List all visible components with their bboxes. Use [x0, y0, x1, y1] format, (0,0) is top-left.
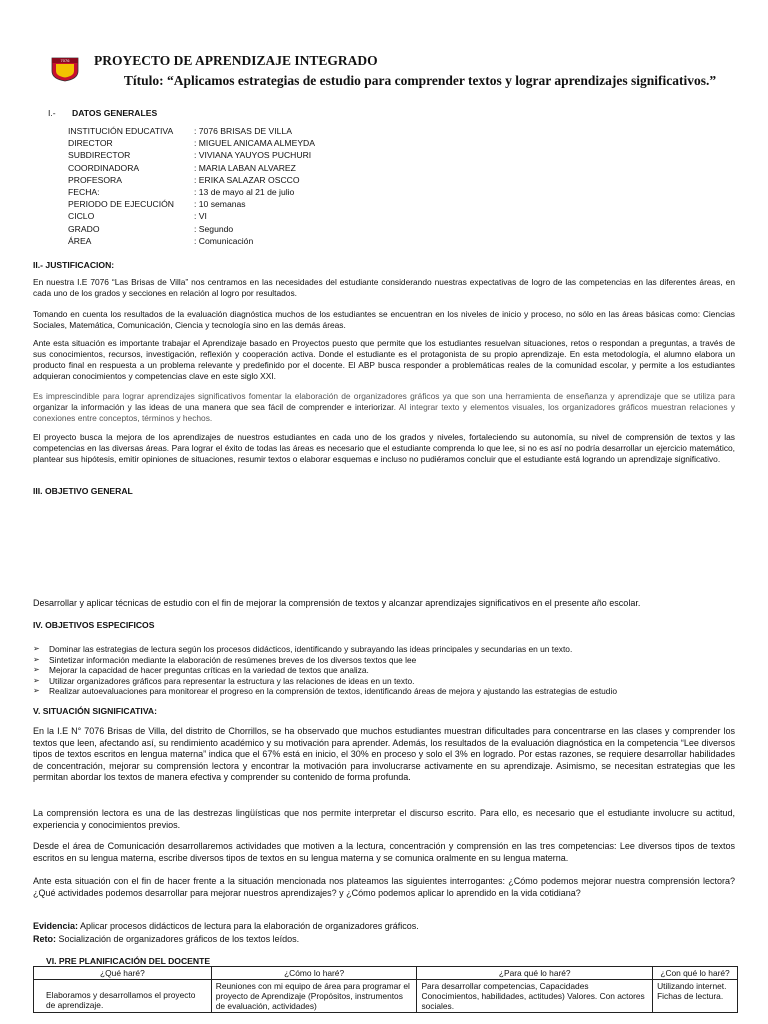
p4-highlight: organizar la información y las ideas de una manera que sea fácil de comprender e interiorizar [33, 402, 394, 412]
section-title: DATOS GENERALES [72, 108, 158, 118]
datos-value: : Segundo [194, 223, 234, 234]
table-cell: Reuniones con mi equipo de área para programar el proyecto de Aprendizaje (Propósitos, instrumentos de evaluación, actividades) [211, 980, 417, 1013]
datos-label: DIRECTOR [68, 138, 113, 149]
table-row [34, 980, 738, 1013]
datos-label: GRADO [68, 223, 100, 234]
justificacion-paragraph-5: El proyecto busca la mejora de los aprendizajes de nuestros estudiantes en cada uno de los grados y niveles, fortaleciendo su autonomía, su nivel de comprensión de textos y las competencias en las diversas áreas. Para lograr el éxito de todas las áreas es necesario que el estudiante comprenda lo que lee, si no es así no podría desarrollar un ejercicio matemático, plantear sus hipótesis, emitir opiniones de situaciones, resumir textos o elaborar esquemas e incluso no pudiéramos concluir que el estudiante está logrando un aprendizaje significativo. [33, 432, 735, 464]
datos-label: INSTITUCIÓN EDUCATIVA [68, 126, 174, 136]
datos-row [68, 235, 315, 247]
p4-part-c: . Al integrar texto y elementos visuales, los organizadores gráficos muestran relaciones y conexiones entre conceptos, términos y hechos. [33, 402, 736, 423]
datos-value: : VIVIANA YAUYOS PUCHURI [194, 150, 312, 161]
datos-row [68, 223, 315, 235]
datos-value: : VI [194, 211, 207, 222]
datos-row [68, 186, 315, 198]
datos-label: PROFESORA [68, 174, 122, 185]
school-crest-logo [50, 56, 80, 82]
datos-value: : Comunicación [194, 235, 254, 246]
datos-label: CICLO [68, 211, 95, 222]
evidencia-label: Evidencia: [33, 921, 79, 931]
justificacion-paragraph-3: Ante esta situación es importante trabajar el Aprendizaje basado en Proyectos puesto que permite que los estudiantes resuelvan situaciones, retos o respondan a preguntas, a través de sus conocimientos, recursos, investigación, reflexión y cooperación activa. Donde el estudiante es el protagonista de su propio aprendizaje. En esta metodología, el alumno elabora un producto final en respuesta a un problema relevante y predefinido por el docente. El ABP busca responder a problemáticas reales de la comunidad escolar, y permite a los estudiantes adquieran conocimientos y competencias clave en este siglo XXI. [33, 338, 735, 381]
datos-row [68, 198, 315, 210]
justificacion-paragraph-1: En nuestra I.E 7076 “Las Brisas de Villa” nos centramos en las necesidades del estudiante considerando nuestras expectativas de logro de las competencias en las diferentes áreas, en cada uno de los grados y secciones en relación al logro por resultados. [33, 277, 735, 298]
datos-value: : MIGUEL ANICAMA ALMEYDA [194, 138, 315, 149]
column-header-con-que: ¿Con qué lo haré? [653, 967, 738, 980]
datos-label: ÁREA [68, 235, 92, 246]
section-heading-datos [48, 108, 157, 118]
table-cell: Elaboramos y desarrollamos el proyecto de aprendizaje. [34, 980, 212, 1013]
datos-label: FECHA: [68, 187, 100, 198]
list-item: ➢ Dominar las estrategias de lectura según los procesos didácticos, identificando y subrayando las ideas principales y secundarias en un texto. [33, 644, 743, 655]
datos-value: : MARIA LABAN ALVAREZ [194, 162, 296, 173]
datos-row [68, 210, 315, 222]
justificacion-paragraph-2: Tomando en cuenta los resultados de la evaluación diagnóstica muchos de los estudiantes se encuentran en los niveles de inicio y proceso, no sólo en las áreas básicas como: Ciencias Sociales, Matemática, Comunicación, Ciencia y tecnología sino en las demás áreas. [33, 309, 735, 330]
project-title: PROYECTO DE APRENDIZAJE INTEGRADO [94, 53, 378, 68]
datos-row [68, 174, 315, 186]
section-heading-objetivo: III. OBJETIVO GENERAL [33, 486, 133, 496]
planificacion-table [33, 966, 738, 1013]
justificacion-paragraph-4 [33, 391, 735, 424]
table-header-row [34, 967, 738, 980]
datos-label: PERIODO DE EJECUCIÓN [68, 199, 175, 210]
column-header-para-que: ¿Para qué lo haré? [417, 967, 653, 980]
datos-value: : 13 de mayo al 21 de julio [194, 187, 295, 198]
section-heading-situacion: V. SITUACIÓN SIGNIFICATIVA: [33, 706, 157, 716]
datos-label: SUBDIRECTOR [68, 150, 131, 161]
datos-generales-table [68, 125, 315, 247]
datos-value: : 7076 BRISAS DE VILLA [194, 126, 292, 136]
situacion-paragraph-1: En la I.E N° 7076 Brisas de Villa, del distrito de Chorrillos, se ha observado que muchos estudiantes muestran dificultades para concentrarse en las clases y comprender los textos que leen, afectando así, su rendimiento académico y su motivación para aprender. Además, los resultados de la evaluación diagnóstica en la competencia “Lee diversos tipos de textos escritos en lengua materna” indica que el 67% está en inicio, el 30% en proceso y solo el 3% en logrado. Por estas razones, se requiere desarrollar habilidades de concentración, mejorar su comprensión lectora y encontrar la motivación para involucrarse activamente en su aprendizaje. Asimismo, se necesitan estrategias que les permitan abordar los textos de manera efectiva y comprender su contenido de forma profunda. [33, 726, 735, 783]
table-cell: Utilizando internet. Fichas de lectura. [653, 980, 738, 1013]
p4-part-a: Es imprescindible para lograr aprendizajes significativos fomentar la elaboración de organizadores gráficos ya que son una herramienta de enseñanza y aprendizaje que se utiliza para [33, 391, 735, 401]
section-heading-planificacion: VI. PRE PLANIFICACIÓN DEL DOCENTE [46, 956, 211, 966]
datos-row [68, 162, 315, 174]
list-item: ➢ Realizar autoevaluaciones para monitorear el progreso en la comprensión de textos, identificando áreas de mejora y ajustando las estrategias de estudio [33, 686, 743, 697]
datos-value: : 10 semanas [194, 199, 246, 210]
section-number: I.- [48, 108, 56, 118]
datos-row [68, 125, 315, 137]
evidencia-line [33, 921, 735, 933]
datos-row [68, 149, 315, 161]
section-heading-especificos: IV. OBJETIVOS ESPECIFICOS [33, 620, 155, 630]
reto-label: Reto: [33, 934, 56, 944]
objetivo-general-text: Desarrollar y aplicar técnicas de estudio con el fin de mejorar la comprensión de textos y alcanzar aprendizajes significativos en el presente año escolar. [33, 598, 641, 608]
datos-label: COORDINADORA [68, 162, 140, 173]
list-item: ➢ Utilizar organizadores gráficos para representar la estructura y las relaciones de ideas en un texto. [33, 676, 743, 687]
situacion-paragraph-3: Desde el área de Comunicación desarrollaremos actividades que motiven a la lectura, concentración y comprensión en las tres competencias: Lee diversos tipos de textos escritos en su lengua materna, escribe diversos tipos de textos en su lengua materna y se comunica oralmente en su lengua materna. [33, 841, 735, 863]
reto-text: Socialización de organizadores gráficos de los textos leídos. [56, 934, 300, 944]
situacion-paragraph-2: La comprensión lectora es una de las destrezas lingüísticas que nos permite interpretar el discurso escrito. Para ello, es necesario que el estudiante involucre su actitud, experiencia y conocimientos previos. [33, 808, 735, 830]
datos-value: : ERIKA SALAZAR OSCCO [194, 174, 300, 185]
objetivos-especificos-list [33, 644, 743, 697]
evidencia-text: Aplicar procesos didácticos de lectura para la elaboración de organizadores gráficos. [78, 921, 419, 931]
section-heading-justificacion: II.- JUSTIFICACION: [33, 260, 115, 270]
list-item: ➢ Sintetizar información mediante la elaboración de resúmenes breves de los diversos textos que lee [33, 655, 743, 666]
logo-text: 7076 [60, 58, 70, 63]
table-cell: Para desarrollar competencias, Capacidades Conocimientos, habilidades, actitudes) Valores. Con actores sociales. [417, 980, 653, 1013]
situacion-paragraph-4: Ante esta situación con el fin de hacer frente a la situación mencionada nos plateamos las siguientes interrogantes: ¿Cómo podemos mejorar nuestra comprensión lectora? ¿Qué actividades podemos desarrollar para mejorar nuestros aprendizajes? y ¿Cómo podemos aplicar lo aprendido en la vida cotidiana? [33, 876, 735, 898]
project-subtitle: Título: “Aplicamos estrategias de estudio para comprender textos y lograr aprendizajes significativos.” [123, 73, 717, 88]
column-header-como: ¿Cómo lo haré? [211, 967, 417, 980]
list-item: ➢ Mejorar la capacidad de hacer preguntas críticas en la variedad de textos que analiza. [33, 665, 743, 676]
datos-row [68, 137, 315, 149]
reto-line [33, 934, 735, 946]
column-header-que: ¿Qué haré? [34, 967, 212, 980]
